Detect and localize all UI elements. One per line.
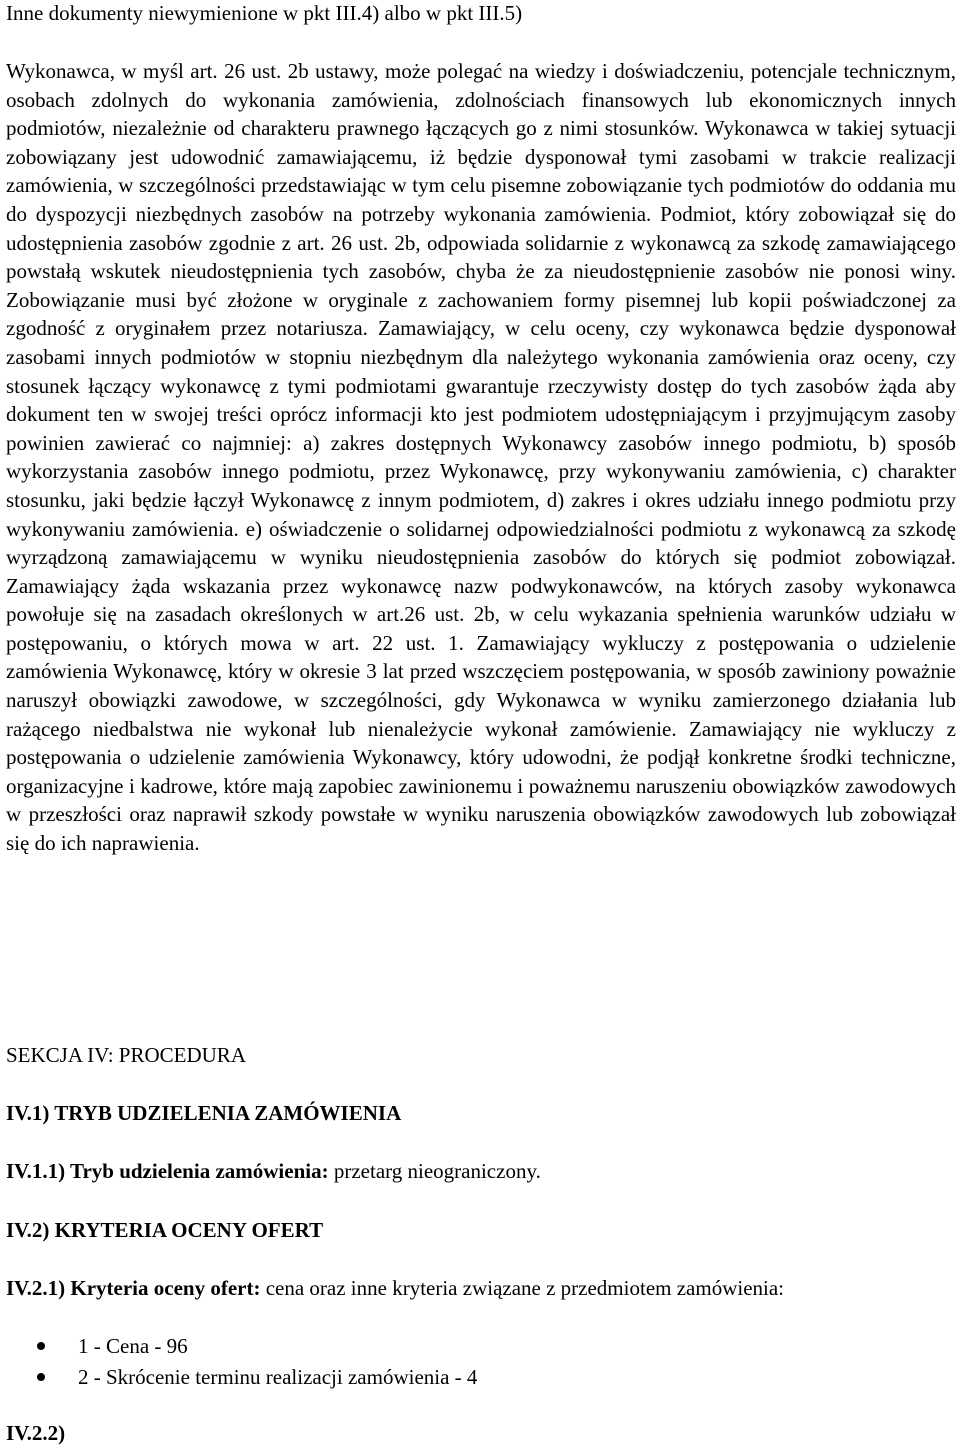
header-line: Inne dokumenty niewymienione w pkt III.4) albo w pkt III.5)	[6, 1, 523, 25]
criterion-text: 1 - Cena - 96	[78, 1334, 188, 1358]
criteria-list	[6, 1333, 477, 1395]
list-item	[6, 1333, 477, 1364]
bullet-icon	[37, 1373, 45, 1381]
iv11-value: przetarg nieograniczony.	[333, 1159, 541, 1183]
criterion-text: 2 - Skrócenie terminu realizacji zamówienia - 4	[78, 1365, 478, 1389]
iv21-label: IV.2.1) Kryteria oceny ofert:	[6, 1276, 261, 1300]
body-paragraph: Wykonawca, w myśl art. 26 ust. 2b ustawy, może polegać na wiedzy i doświadczeniu, potencjale technicznym, osobach zdolnych do wykonania zamówienia, zdolnościach finansowych lub ekonomicznych innych podmiotów, niezależnie od charakteru prawnego łączących go z nimi stosunków. Wykonawca w takiej sytuacji zobowiązany jest udowodnić zamawiającemu, iż będzie dysponował tymi zasobami w trakcie realizacji zamówienia, w szczególności przedstawiając w tym celu pisemne zobowiązanie tych podmiotów do oddania mu do dyspozycji niezbędnych zasobów na potrzeby wykonania zamówienia. Podmiot, który zobowiązał się do udostępnienia zasobów zgodnie z art. 26 ust. 2b, odpowiada solidarnie z wykonawcą za szkodę zamawiającego powstałą wskutek nieudostępnienia tych zasobów, chyba że za nieudostępnienie zasobów nie ponosi winy. Zobowiązanie musi być złożone w oryginale z zachowaniem formy pisemnej lub kopii poświadczonej za zgodność z oryginałem przez notariusza. Zamawiający, w celu oceny, czy wykonawca będzie dysponował zasobami innych podmiotów w stopniu niezbędnym dla należytego wykonania zamówienia oraz oceny, czy stosunek łączący wykonawcę z tymi podmiotami gwarantuje rzeczywisty dostęp do tych zasobów żąda aby dokument ten w swojej treści oprócz informacji kto jest podmiotem udostępniającym i przyjmującym zasoby powinien zawierać co najmniej: a) zakres dostępnych Wykonawcy zasobów innego podmiotu, b) sposób wykorzystania zasobów innego podmiotu, przez Wykonawcę, przy wykonywaniu zamówienia, c) charakter stosunku, jaki będzie łączył Wykonawcę z innym podmiotem, d) zakres i okres udziału innego podmiotu przy wykonywaniu zamówienia. e) oświadczenie o solidarnej odpowiedzialności podmiotu z wykonawcą za szkodę wyrządzoną zamawiającemu w wyniku nieudostępnienia zasobów do których się podmiot zobowiązał. Zamawiający żąda wskazania przez wykonawcę nazw podwykonawców, na których zasoby wykonawca powołuje się na zasadach określonych w art.26 ust. 2b, w celu wykazania spełnienia warunków udziału w postępowaniu, o których mowa w art. 22 ust. 1. Zamawiający wykluczy z postępowania o udzielenie zamówienia Wykonawcę, który w okresie 3 lat przed wszczęciem postępowania, w sposób zawiniony poważnie naruszył obowiązki zawodowe, w szczególności, gdy Wykonawca w wyniku zamierzonego działania lub rażącego niedbalstwa nie wykonał lub nienależycie wykonał zamówienie. Zamawiający nie wykluczy z postępowania o udzielenie zamówienia Wykonawcy, który udowodni, że podjął konkretne środki techniczne, organizacyjne i kadrowe, które mają zapobiec zawinionemu i poważnemu naruszeniu obowiązków zawodowych w przeszłości oraz naprawił szkody powstałe w wyniku naruszenia obowiązków zawodowych lub zobowiązał się do ich naprawienia.	[6, 59, 956, 856]
iv2-heading: IV.2) KRYTERIA OCENY OFERT	[6, 1218, 324, 1242]
iv11-line	[6, 1158, 541, 1184]
section-iv-title: SEKCJA IV: PROCEDURA	[6, 1043, 246, 1067]
iv21-line	[6, 1275, 784, 1301]
iv1-heading: IV.1) TRYB UDZIELENIA ZAMÓWIENIA	[6, 1101, 402, 1125]
iv11-label: IV.1.1) Tryb udzielenia zamówienia:	[6, 1159, 329, 1183]
iv21-value: cena oraz inne kryteria związane z przedmiotem zamówienia:	[265, 1276, 785, 1300]
bullet-icon	[37, 1342, 45, 1350]
list-item	[6, 1364, 477, 1395]
iv22-label: IV.2.2)	[6, 1421, 66, 1445]
